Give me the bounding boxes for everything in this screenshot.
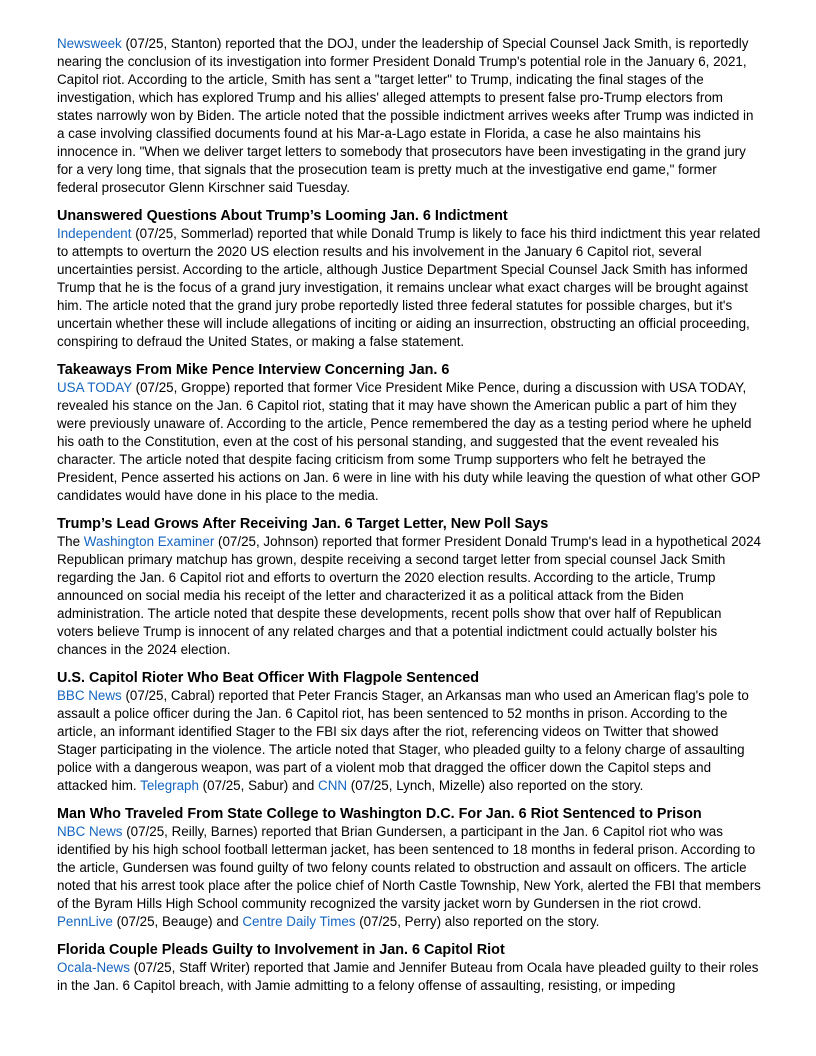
article-headline: U.S. Capitol Rioter Who Beat Officer With Flagpole Sentenced bbox=[57, 670, 480, 686]
article-body: The Washington Examiner (07/25, Johnson) reported that former President Donald Trump's lead in a hypothetical 2024 Republican primary matchup has grown, despite receiving a second target letter from special counsel Jack Smith regarding the Jan. 6 Capitol riot and efforts to overturn the 2020 election results. According to the article, Trump announced on social media his receipt of the letter and characterized it as a political attack from the Biden administration. The article noted that despite these developments, recent polls show that over half of Republican voters believe Trump is innocent of any related charges and that a potential indictment could actually bolster his chances in the 2024 election. bbox=[57, 534, 761, 657]
article-pence-interview bbox=[57, 361, 761, 505]
article-headline: Florida Couple Pleads Guilty to Involvement in Jan. 6 Capitol Riot bbox=[57, 942, 505, 958]
article-body: USA TODAY (07/25, Groppe) reported that former Vice President Mike Pence, during a discussion with USA TODAY, revealed his stance on the Jan. 6 Capitol riot, stating that it may have shown the American public a part of him they were previously unaware of. According to the article, Pence remembered the day as a testing period where he upheld his oath to the Constitution, even at the cost of his personal standing, and suggested that the event revealed his character. The article noted that despite facing criticism from some Trump supporters who felt he betrayed the President, Pence asserted his actions on Jan. 6 were in line with his duty while leaving the question of what other GOP candidates would have done in his place to the media. bbox=[57, 380, 761, 503]
source-link-pennlive[interactable]: PennLive bbox=[57, 914, 113, 929]
article-state-college-rioter bbox=[57, 805, 761, 931]
article-headline: Trump’s Lead Grows After Receiving Jan. 6 Target Letter, New Poll Says bbox=[57, 516, 549, 532]
source-link[interactable]: BBC News bbox=[57, 688, 122, 703]
article-headline: Man Who Traveled From State College to Washington D.C. For Jan. 6 Riot Sentenced to Prison bbox=[57, 806, 702, 822]
source-link[interactable]: Ocala-News bbox=[57, 960, 130, 975]
document-page bbox=[57, 35, 761, 1005]
article-body: Independent (07/25, Sommerlad) reported that while Donald Trump is likely to face his third indictment this year related to attempts to overturn the 2020 US election results and his involvement in the January 6 Capitol riot, several uncertainties persist. According to the article, although Justice Department Special Counsel Jack Smith has informed Trump that he is the focus of a grand jury investigation, it remains unclear what exact charges will be brought against him. The article noted that the grand jury probe reportedly listed three federal statutes for possible charges, but it's uncertain whether these will include allegations of inciting or aiding an insurrection, obstructing an official proceeding, conspiring to defraud the United States, or making a false statement. bbox=[57, 226, 761, 349]
article-body: Newsweek (07/25, Stanton) reported that the DOJ, under the leadership of Special Counsel Jack Smith, is reportedly nearing the conclusion of its investigation into former President Donald Trump's potential role in the January 6, 2021, Capitol riot. According to the article, Smith has sent a "target letter" to Trump, indicating the final stages of the investigation, which has explored Trump and his allies' alleged attempts to present false pro-Trump electors from states narrowly won by Biden. The article noted that the possible indictment arrives weeks after Trump was indicted in a case involving classified documents found at his Mar-a-Lago estate in Florida, a case he also maintains his innocence in. "When we deliver target letters to somebody that prosecutors have been investigating in the grand jury for a very long time, that signals that the prosecution team is pretty much at the investigative end game," former federal prosecutor Glenn Kirschner said Tuesday. bbox=[57, 36, 754, 195]
source-link[interactable]: Independent bbox=[57, 226, 132, 241]
source-link[interactable]: Newsweek bbox=[57, 36, 122, 51]
source-link[interactable]: NBC News bbox=[57, 824, 123, 839]
source-link[interactable]: Washington Examiner bbox=[83, 534, 215, 549]
source-link-centre-daily-times[interactable]: Centre Daily Times bbox=[242, 914, 356, 929]
source-link-cnn[interactable]: CNN bbox=[318, 778, 348, 793]
article-body: BBC News (07/25, Cabral) reported that Peter Francis Stager, an Arkansas man who used an American flag's pole to assault a police officer during the Jan. 6 Capitol riot, has been sentenced to 52 months in prison. According to the article, an informant identified Stager to the FBI six days after the riot, referencing videos on Twitter that showed Stager participating in the violence. The article noted that Stager, who pleaded guilty to a felony charge of assaulting police with a dangerous weapon, was part of a violent mob that dragged the officer down the Capitol steps and attacked him. Telegraph (07/25, Sabur) and CNN (07/25, Lynch, Mizelle) also reported on the story. bbox=[57, 688, 749, 793]
article-body: Ocala-News (07/25, Staff Writer) reported that Jamie and Jennifer Buteau from Ocala have pleaded guilty to their roles in the Jan. 6 Capitol breach, with Jamie admitting to a felony offense of assaulting, resisting, or impeding bbox=[57, 960, 759, 993]
article-headline: Takeaways From Mike Pence Interview Concerning Jan. 6 bbox=[57, 362, 450, 378]
article-trump-lead-grows bbox=[57, 515, 761, 659]
article-body: NBC News (07/25, Reilly, Barnes) reported that Brian Gundersen, a participant in the Jan. 6 Capitol riot who was identified by his high school football letterman jacket, has been sentenced to 18 months in federal prison. According to the article, Gundersen was found guilty of two felony counts related to obstruction and assault on officers. The article noted that his arrest took place after the police chief of North Castle Township, New York, alerted the FBI that members of the Byram Hills High School community recognized the varsity jacket worn by Gundersen in the riot crowd. PennLive (07/25, Beauge) and Centre Daily Times (07/25, Perry) also reported on the story. bbox=[57, 824, 761, 929]
article-flagpole-rioter bbox=[57, 669, 761, 795]
article-newsweek bbox=[57, 35, 761, 197]
article-florida-couple bbox=[57, 941, 761, 995]
source-link[interactable]: USA TODAY bbox=[57, 380, 132, 395]
article-headline: Unanswered Questions About Trump’s Looming Jan. 6 Indictment bbox=[57, 208, 508, 224]
source-link-telegraph[interactable]: Telegraph bbox=[140, 778, 199, 793]
article-unanswered-questions bbox=[57, 207, 761, 351]
